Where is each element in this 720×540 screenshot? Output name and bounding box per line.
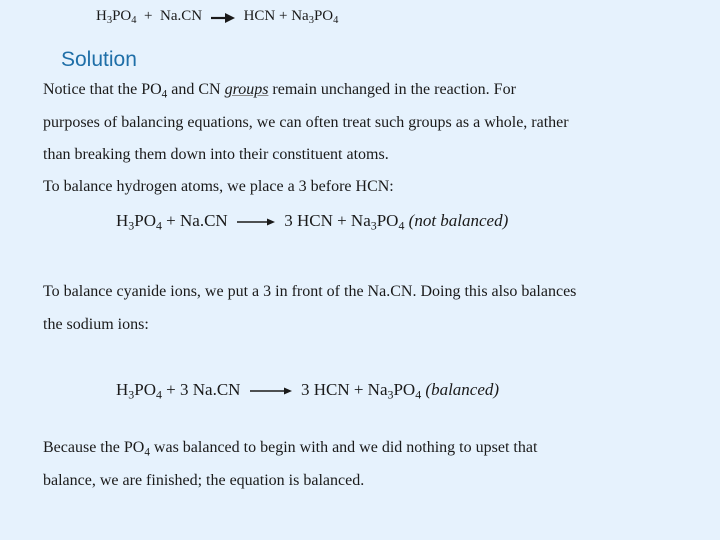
paragraph-3-line-2: the sodium ions:	[43, 316, 149, 333]
groups-emphasis: groups	[224, 81, 269, 98]
equation-balanced: $H_3PO_4 + 3$ Na.CN 3 HCN + $Na_3PO_4$ (balanced)	[116, 380, 500, 402]
right-arrow-icon	[210, 12, 236, 22]
not-balanced-note: (not balanced)	[404, 211, 509, 230]
paragraph-4-line-1: Because the $PO_4$ was balanced to begin with and we did nothing to upset that	[43, 439, 538, 459]
paragraph-4-line-2: balance, we are finished; the equation is balanced.	[43, 472, 365, 489]
header-equation: $H_3PO_4 + Na.CN$ HCN + $Na_3PO_4$	[96, 8, 339, 27]
solution-heading: Solution	[61, 48, 137, 71]
equation-not-balanced: $H_3PO_4 + Na.CN$ 3 HCN + $Na_3PO_4$ (not balanced)	[116, 211, 509, 233]
right-arrow-icon	[236, 217, 276, 227]
balanced-note: (balanced)	[421, 380, 500, 399]
paragraph-2: To balance hydrogen atoms, we place a 3 before HCN:	[43, 178, 394, 195]
right-arrow-icon	[249, 386, 293, 396]
paragraph-1-line-2: purposes of balancing equations, we can often treat such groups as a whole, rather	[43, 114, 569, 131]
paragraph-3-line-1: To balance cyanide ions, we put a 3 in front of the Na.CN. Doing this also balances	[43, 283, 577, 300]
paragraph-1-line-3: than breaking them down into their constituent atoms.	[43, 146, 389, 163]
paragraph-1-line-1: Notice that the $PO_4$ and CN groups remain unchanged in the reaction. For	[43, 81, 516, 101]
